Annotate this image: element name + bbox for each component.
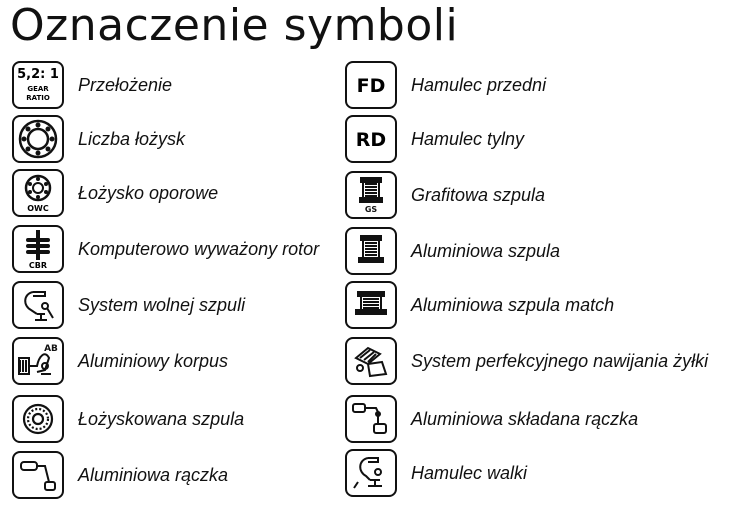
legend-item <box>345 114 524 164</box>
legend-item <box>345 280 614 330</box>
legend-item <box>12 280 245 330</box>
legend-item <box>12 450 228 500</box>
legend-label: Aluminiowy korpus <box>78 350 229 371</box>
aluminum-handle-icon <box>12 451 64 499</box>
legend-label: Aluminiowa rączka <box>78 464 229 485</box>
folding-handle-icon <box>345 395 397 443</box>
legend-label: Hamulec przedni <box>411 74 547 95</box>
one-way-clutch-icon <box>12 169 64 217</box>
legend-label: Przełożenie <box>78 74 173 95</box>
legend-label: Łożysko oporowe <box>78 182 219 203</box>
aluminum-body-icon <box>12 337 64 385</box>
legend-label: Aluminiowa szpula match <box>411 294 615 315</box>
gear-ratio-value: 5,2: 1 <box>17 67 59 82</box>
owc-text: OWC <box>27 204 49 213</box>
legend-label: Liczba łożysk <box>78 128 186 149</box>
bearing-spool-icon <box>12 395 64 443</box>
legend-label: Grafitowa szpula <box>411 184 546 205</box>
legend-item <box>12 224 319 274</box>
legend-item <box>345 60 546 110</box>
legend-label: Hamulec walki <box>411 462 528 483</box>
front-drag-icon <box>345 61 397 109</box>
rear-drag-icon <box>345 115 397 163</box>
legend-item <box>345 170 545 220</box>
legend-item <box>345 226 560 276</box>
free-spool-icon <box>12 281 64 329</box>
line-winding-icon <box>345 337 397 385</box>
fd-text: FD <box>356 75 386 97</box>
legend-label: Komputerowo wyważony rotor <box>78 238 320 259</box>
gear-ratio-sub2: RATIO <box>26 94 50 102</box>
legend-label: System perfekcyjnego nawijania żyłki <box>411 350 709 371</box>
ab-text: AB <box>44 344 58 354</box>
legend-item <box>12 60 172 110</box>
aluminum-spool-icon <box>345 227 397 275</box>
gear-ratio-icon <box>12 61 64 109</box>
rd-text: RD <box>355 129 387 151</box>
bearings-icon <box>12 115 64 163</box>
aluminum-match-spool-icon <box>345 281 397 329</box>
legend-label: Aluminiowa składana rączka <box>411 408 639 429</box>
fighting-drag-icon <box>345 449 397 497</box>
cbr-text: CBR <box>28 261 48 270</box>
balanced-rotor-icon <box>12 225 64 273</box>
legend-item <box>345 448 527 498</box>
legend-item <box>12 114 185 164</box>
legend-label: Aluminiowa szpula <box>411 240 561 261</box>
gear-ratio-sub1: GEAR <box>27 85 49 93</box>
graphite-spool-icon <box>345 171 397 219</box>
legend-item <box>12 168 218 218</box>
legend-item <box>345 394 638 444</box>
gs-text: GS <box>364 205 378 214</box>
legend-label: Łożyskowana szpula <box>78 408 245 429</box>
legend-item <box>12 336 228 386</box>
page-title: Oznaczenie symboli <box>10 0 459 51</box>
legend-item <box>12 394 244 444</box>
legend-label: System wolnej szpuli <box>78 294 246 315</box>
legend-label: Hamulec tylny <box>411 128 525 149</box>
legend-item <box>345 336 708 386</box>
